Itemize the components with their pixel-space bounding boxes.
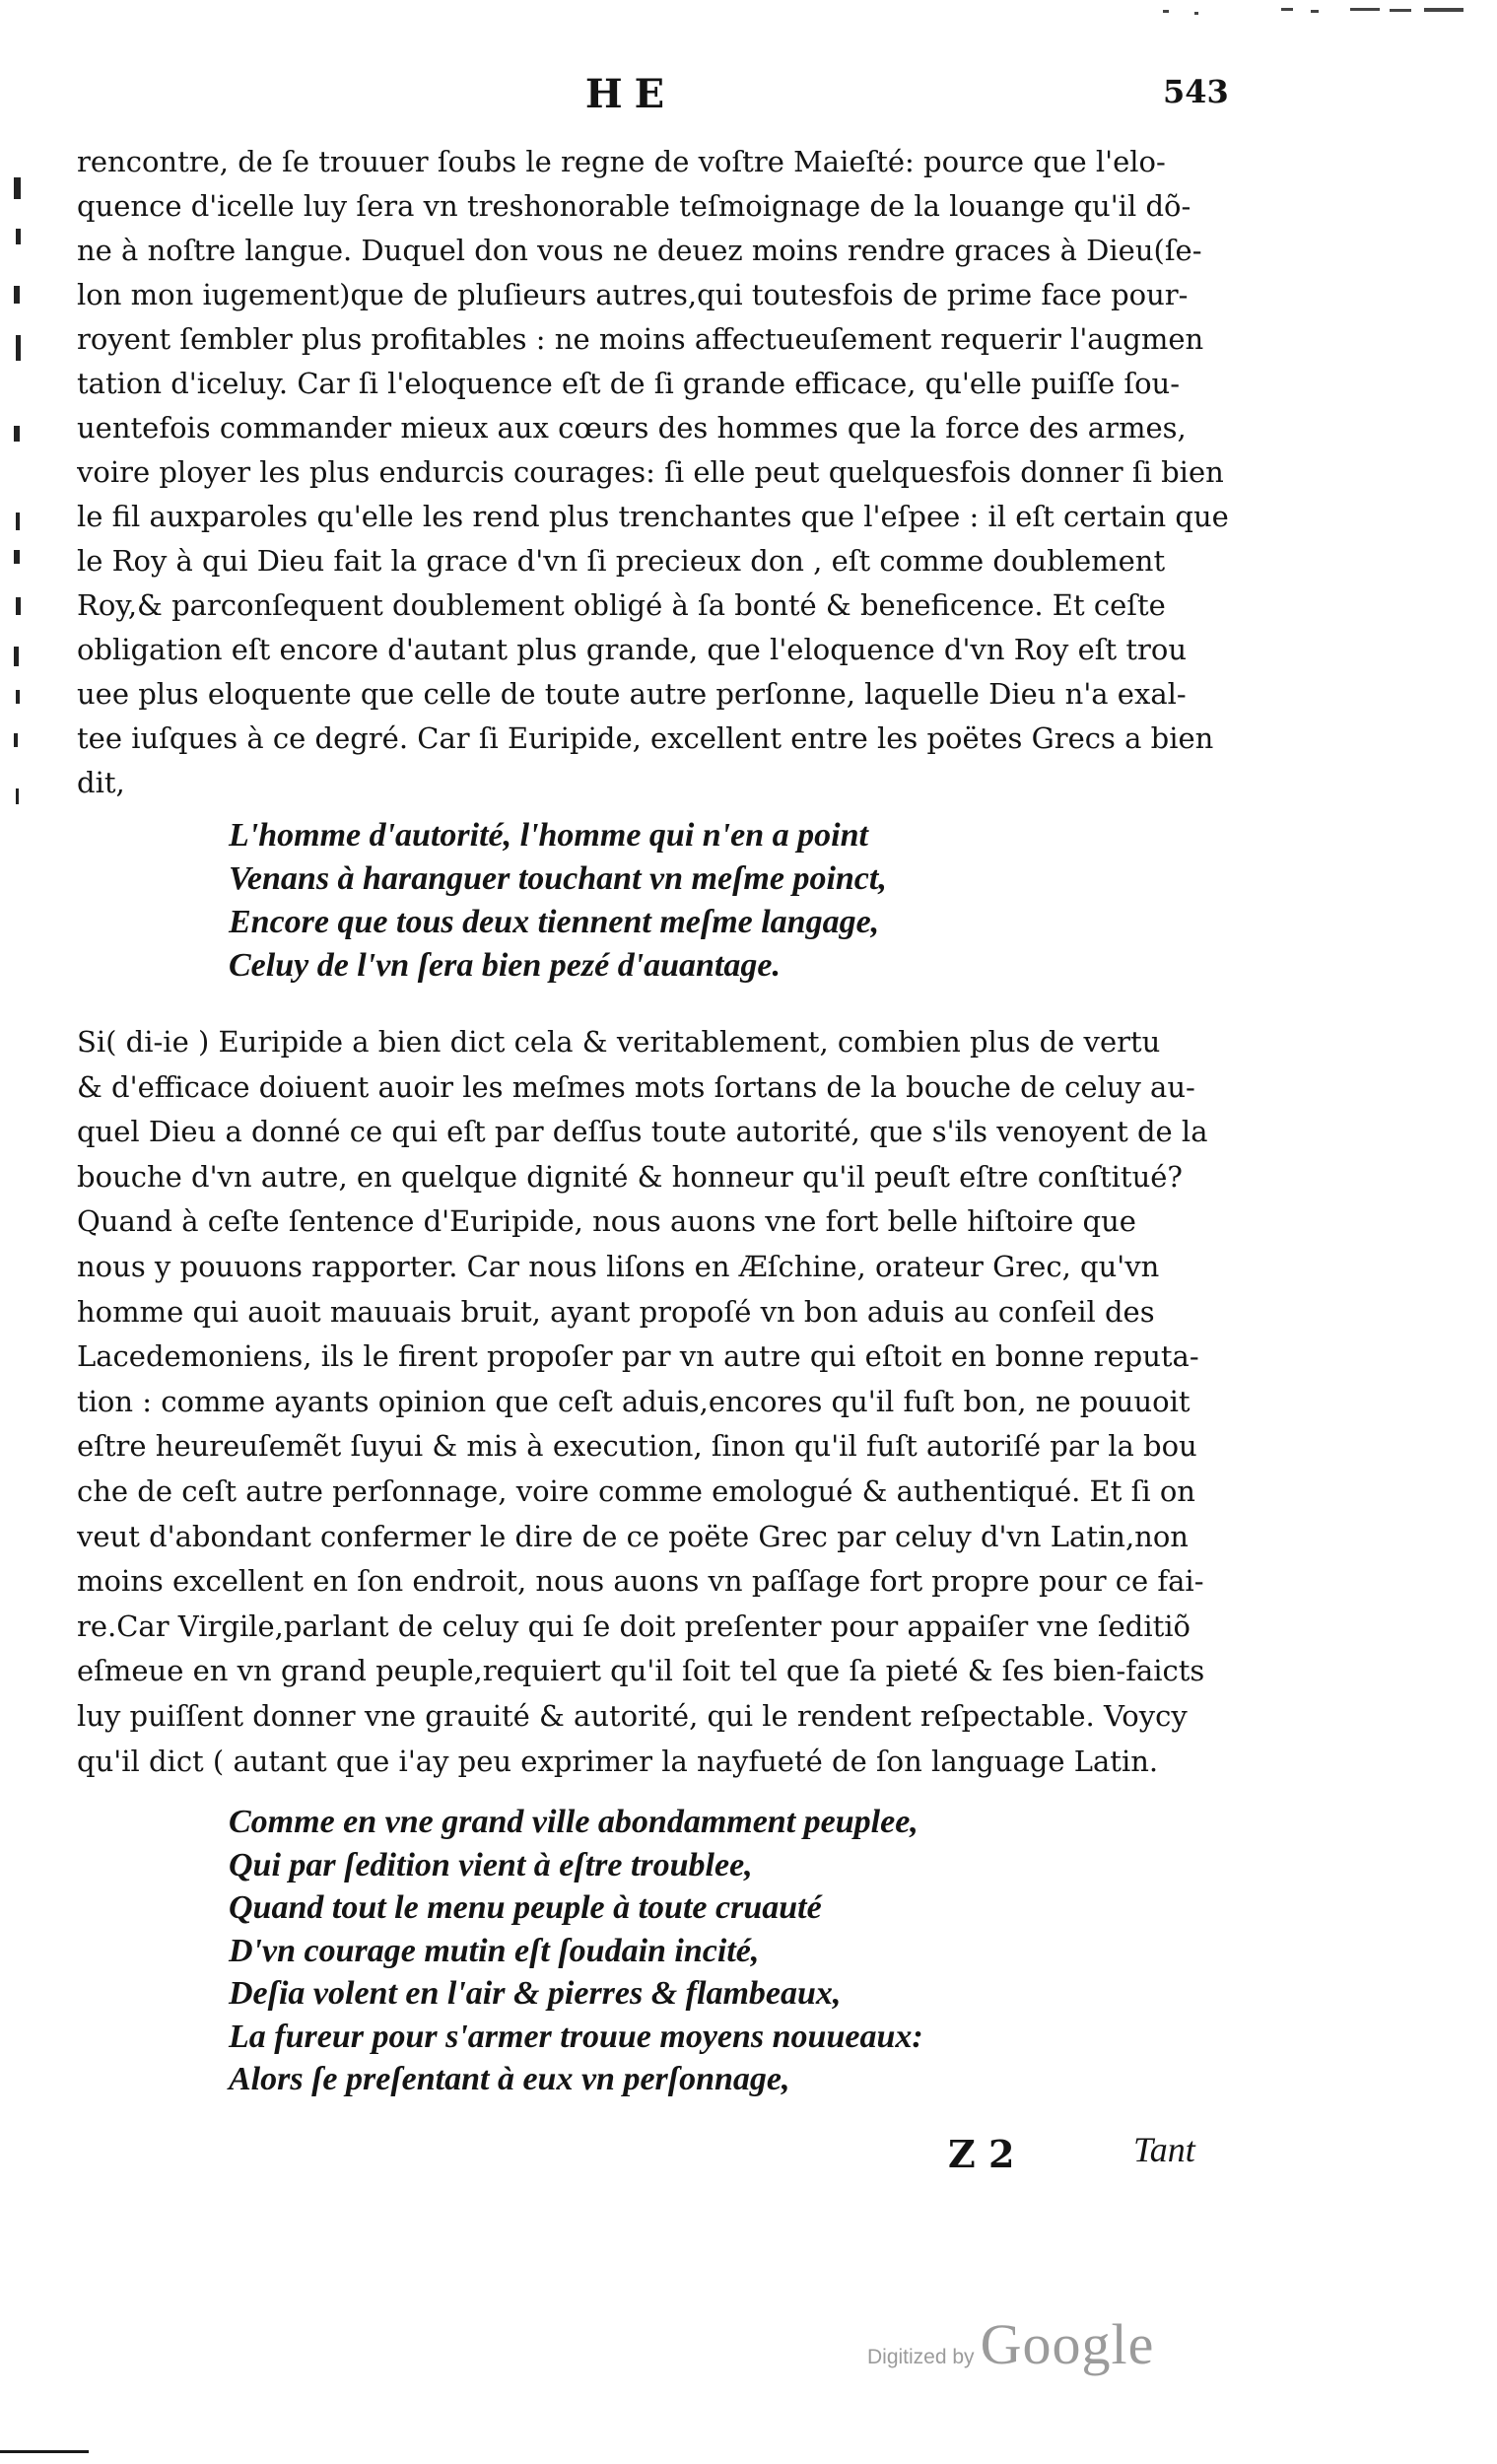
verse-line: Quand tout le menu peuple à toute cruauté — [229, 1889, 822, 1926]
text-line: veut d'abondant confermer le dire de ce poëte Grec par celuy d'vn Latin,non — [77, 1519, 1189, 1553]
text-line: che de ceſt autre perſonnage, voire comme emologué & authentiqué. Et ſi on — [77, 1473, 1195, 1508]
text-line: eſmeue en vn grand peuple,requiert qu'il ſoit tel que ſa pieté & ſes bien-faicts — [77, 1654, 1205, 1688]
text-line: royent ſembler plus profitables : ne moins affectueuſement requerir l'augmen — [77, 322, 1204, 356]
text-line: re.Car Virgile,parlant de celuy qui ſe doit preſenter pour appaiſer vne ſeditiõ — [77, 1608, 1191, 1643]
verse-line: Alors ſe preſentant à eux vn perſonnage, — [229, 2061, 790, 2097]
top-edge-bleed — [1163, 8, 1463, 15]
text-line: le Roy à qui Dieu fait la grace d'vn ſi precieux don , eſt comme doublement — [77, 544, 1166, 578]
running-head: HE — [584, 71, 677, 117]
text-line: tion : comme ayants opinion que ceſt aduis,encores qu'il fuſt bon, ne pouuoit — [77, 1384, 1191, 1418]
google-logo: Google — [980, 2312, 1155, 2376]
text-line: le fil auxparoles qu'elle les rend plus trenchantes que l'eſpee : il eſt certain que — [77, 500, 1229, 533]
text-line: bouche d'vn autre, en quelque dignité & honneur qu'il peuſt eſtre conſtitué? — [77, 1159, 1183, 1194]
page-number: 543 — [1163, 73, 1229, 110]
text-line: obligation eſt encore d'autant plus grande, que l'eloquence d'vn Roy eſt trou — [77, 633, 1188, 666]
text-line: uentefois commander mieux aux cœurs des hommes que la force des armes, — [77, 411, 1187, 445]
verse-line: D'vn courage mutin eſt ſoudain incité, — [229, 1932, 760, 1969]
verse-line: Qui par ſedition vient à eſtre troublee, — [229, 1846, 753, 1883]
text-line: moins excellent en ſon endroit, nous auons vn paſſage fort propre pour ce fai- — [77, 1564, 1204, 1599]
text-line: Lacedemoniens, ils le firent propoſer par vn autre qui eſtoit en bonne reputa- — [77, 1339, 1199, 1374]
verse-line: Comme en vne grand ville abondamment peuplee, — [229, 1804, 919, 1840]
text-line: rencontre, de ſe trouuer ſoubs le regne de voſtre Maieſté: pource que l'elo- — [77, 145, 1166, 178]
verse-line: Deſia volent en l'air & pierres & flambeaux, — [229, 1975, 842, 2012]
text-line: tation d'iceluy. Car ſi l'eloquence eſt de ſi grande efficace, qu'elle puiſſe ſou- — [77, 367, 1181, 400]
text-line: Si( di-ie ) Euripide a bien dict cela & veritablement, combien plus de vertu — [77, 1025, 1161, 1059]
verse-line: La fureur pour s'armer trouue moyens nouueaux: — [229, 2018, 923, 2055]
catchword: Tant — [1133, 2130, 1195, 2169]
text-line: voire ployer les plus endurcis courages: ſi elle peut quelquesfois donner ſi bien — [77, 455, 1224, 489]
text-line: quence d'icelle luy ſera vn treshonorable teſmoignage de la louange qu'il dõ- — [77, 189, 1191, 223]
left-margin-bleed — [14, 177, 21, 804]
text-line: tee iuſques à ce degré. Car ſi Euripide, excellent entre les poëtes Grecs a bien — [77, 721, 1214, 755]
text-line: Quand à ceſte ſentence d'Euripide, nous auons vne fort belle hiſtoire que — [77, 1204, 1136, 1239]
verse-line: Celuy de l'vn ſera bien pezé d'auantage. — [229, 947, 782, 984]
text-line: qu'il dict ( autant que i'ay peu exprimer la nayfueté de ſon language Latin. — [77, 1744, 1159, 1778]
text-line: nous y pouuons rapporter. Car nous liſons en Æſchine, orateur Grec, qu'vn — [77, 1249, 1160, 1283]
text-line: homme qui auoit mauuais bruit, ayant propoſé vn bon aduis au conſeil des — [77, 1294, 1155, 1329]
text-line: luy puiſſent donner vne grauité & autorité, qui le rendent reſpectable. Voycy — [77, 1698, 1188, 1733]
text-line: eſtre heureuſemẽt ſuyui & mis à execution, ſinon qu'il fuſt autoriſé par la bou — [77, 1429, 1197, 1464]
text-line: lon mon iugement)que de pluſieurs autres,qui toutesfois de prime face pour- — [77, 278, 1189, 311]
text-line: uee plus eloquente que celle de toute autre perſonne, laquelle Dieu n'a exal- — [77, 677, 1187, 711]
text-line: quel Dieu a donné ce qui eſt par deſſus toute autorité, que s'ils venoyent de la — [77, 1115, 1208, 1149]
text-line: & d'efficace doiuent auoir les meſmes mots ſortans de la bouche de celuy au- — [77, 1069, 1195, 1104]
verse-line: Encore que tous deux tiennent meſme langage, — [229, 904, 880, 940]
signature-mark: Z 2 — [948, 2132, 1015, 2176]
watermark-prefix: Digitized by — [867, 2346, 975, 2368]
verse-line: L'homme d'autorité, l'homme qui n'en a point — [229, 817, 868, 854]
text-line: Roy,& parconſequent doublement obligé à ſa bonté & beneficence. Et ceſte — [77, 588, 1166, 622]
verse-line: Venans à haranguer touchant vn meſme poinct, — [229, 860, 887, 897]
text-line: ne à noſtre langue. Duquel don vous ne deuez moins rendre graces à Dieu(ſe- — [77, 234, 1202, 267]
text-line: dit, — [77, 766, 125, 799]
bottom-edge-line — [0, 2450, 89, 2453]
